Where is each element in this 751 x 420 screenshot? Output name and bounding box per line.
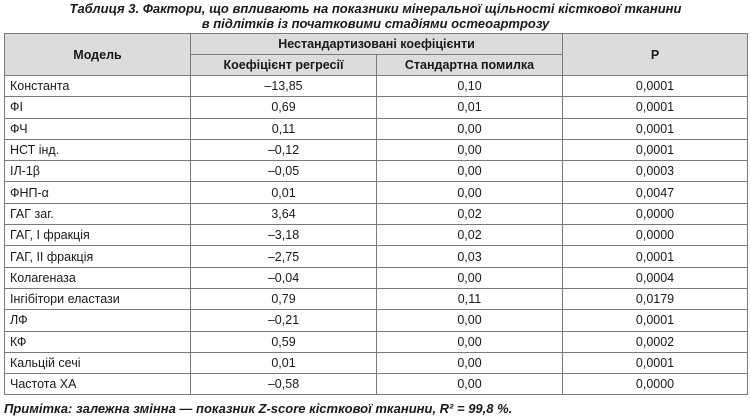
cell-standard-error: 0,00	[377, 374, 563, 395]
cell-model: ГАГ, II фракція	[5, 246, 191, 267]
cell-p-value: 0,0000	[563, 225, 748, 246]
cell-model: Константа	[5, 76, 191, 97]
table-row	[5, 288, 748, 309]
table-caption	[0, 0, 751, 31]
cell-regression-coefficient: 0,79	[191, 288, 377, 309]
cell-p-value: 0,0179	[563, 288, 748, 309]
cell-p-value: 0,0004	[563, 267, 748, 288]
cell-standard-error: 0,00	[377, 139, 563, 160]
cell-regression-coefficient: –0,04	[191, 267, 377, 288]
caption-line-1: Таблиця 3. Фактори, що впливають на показники мінеральної щільності кісткової тканини	[69, 1, 682, 16]
cell-p-value: 0,0000	[563, 203, 748, 224]
cell-model: ГАГ заг.	[5, 203, 191, 224]
cell-model: ФНП-α	[5, 182, 191, 203]
table-row	[5, 352, 748, 373]
cell-p-value: 0,0002	[563, 331, 748, 352]
table-row	[5, 182, 748, 203]
cell-standard-error: 0,00	[377, 331, 563, 352]
cell-regression-coefficient: –2,75	[191, 246, 377, 267]
cell-p-value: 0,0001	[563, 352, 748, 373]
cell-model: ЛФ	[5, 310, 191, 331]
cell-standard-error: 0,11	[377, 288, 563, 309]
cell-regression-coefficient: –0,58	[191, 374, 377, 395]
table-header	[5, 34, 748, 76]
table-row	[5, 161, 748, 182]
cell-model: Частота ХА	[5, 374, 191, 395]
cell-regression-coefficient: 0,59	[191, 331, 377, 352]
cell-standard-error: 0,00	[377, 182, 563, 203]
cell-regression-coefficient: –3,18	[191, 225, 377, 246]
cell-standard-error: 0,00	[377, 118, 563, 139]
cell-regression-coefficient: 3,64	[191, 203, 377, 224]
cell-p-value: 0,0001	[563, 139, 748, 160]
cell-regression-coefficient: 0,01	[191, 352, 377, 373]
caption-line-2: в підлітків із початковими стадіями остеоартрозу	[201, 16, 550, 31]
cell-p-value: 0,0047	[563, 182, 748, 203]
cell-regression-coefficient: 0,69	[191, 97, 377, 118]
table-row	[5, 139, 748, 160]
table-row	[5, 225, 748, 246]
table-row	[5, 267, 748, 288]
cell-p-value: 0,0001	[563, 118, 748, 139]
cell-model: КФ	[5, 331, 191, 352]
cell-model: ФІ	[5, 97, 191, 118]
cell-p-value: 0,0003	[563, 161, 748, 182]
cell-p-value: 0,0001	[563, 76, 748, 97]
header-regression-coefficient: Коефіцієнт регресії	[191, 55, 377, 76]
cell-p-value: 0,0001	[563, 310, 748, 331]
cell-model: ГАГ, I фракція	[5, 225, 191, 246]
cell-regression-coefficient: –0,05	[191, 161, 377, 182]
table-row	[5, 76, 748, 97]
table-row	[5, 118, 748, 139]
cell-model: ІЛ-1β	[5, 161, 191, 182]
cell-standard-error: 0,10	[377, 76, 563, 97]
table-row	[5, 97, 748, 118]
header-p: Р	[563, 34, 748, 76]
table-row	[5, 310, 748, 331]
cell-p-value: 0,0001	[563, 97, 748, 118]
table-row	[5, 203, 748, 224]
table-note: Примітка: залежна змінна — показник Z-score кісткової тканини, R² = 99,8 %.	[4, 401, 513, 416]
cell-model: НСТ інд.	[5, 139, 191, 160]
cell-standard-error: 0,00	[377, 310, 563, 331]
table-row	[5, 374, 748, 395]
cell-p-value: 0,0001	[563, 246, 748, 267]
table-body	[5, 76, 748, 395]
table-row	[5, 331, 748, 352]
cell-model: ФЧ	[5, 118, 191, 139]
cell-standard-error: 0,02	[377, 225, 563, 246]
header-model: Модель	[5, 34, 191, 76]
cell-regression-coefficient: –0,12	[191, 139, 377, 160]
cell-p-value: 0,0000	[563, 374, 748, 395]
table-row	[5, 246, 748, 267]
cell-standard-error: 0,03	[377, 246, 563, 267]
regression-table	[4, 33, 748, 395]
cell-standard-error: 0,00	[377, 267, 563, 288]
cell-standard-error: 0,00	[377, 161, 563, 182]
cell-regression-coefficient: 0,11	[191, 118, 377, 139]
cell-standard-error: 0,00	[377, 352, 563, 373]
header-standard-error: Стандартна помилка	[377, 55, 563, 76]
cell-standard-error: 0,02	[377, 203, 563, 224]
cell-model: Колагеназа	[5, 267, 191, 288]
header-unstandardized: Нестандартизовані коефіцієнти	[191, 34, 563, 55]
cell-regression-coefficient: 0,01	[191, 182, 377, 203]
cell-model: Кальцій сечі	[5, 352, 191, 373]
cell-regression-coefficient: –0,21	[191, 310, 377, 331]
cell-model: Інгібітори еластази	[5, 288, 191, 309]
cell-standard-error: 0,01	[377, 97, 563, 118]
cell-regression-coefficient: –13,85	[191, 76, 377, 97]
